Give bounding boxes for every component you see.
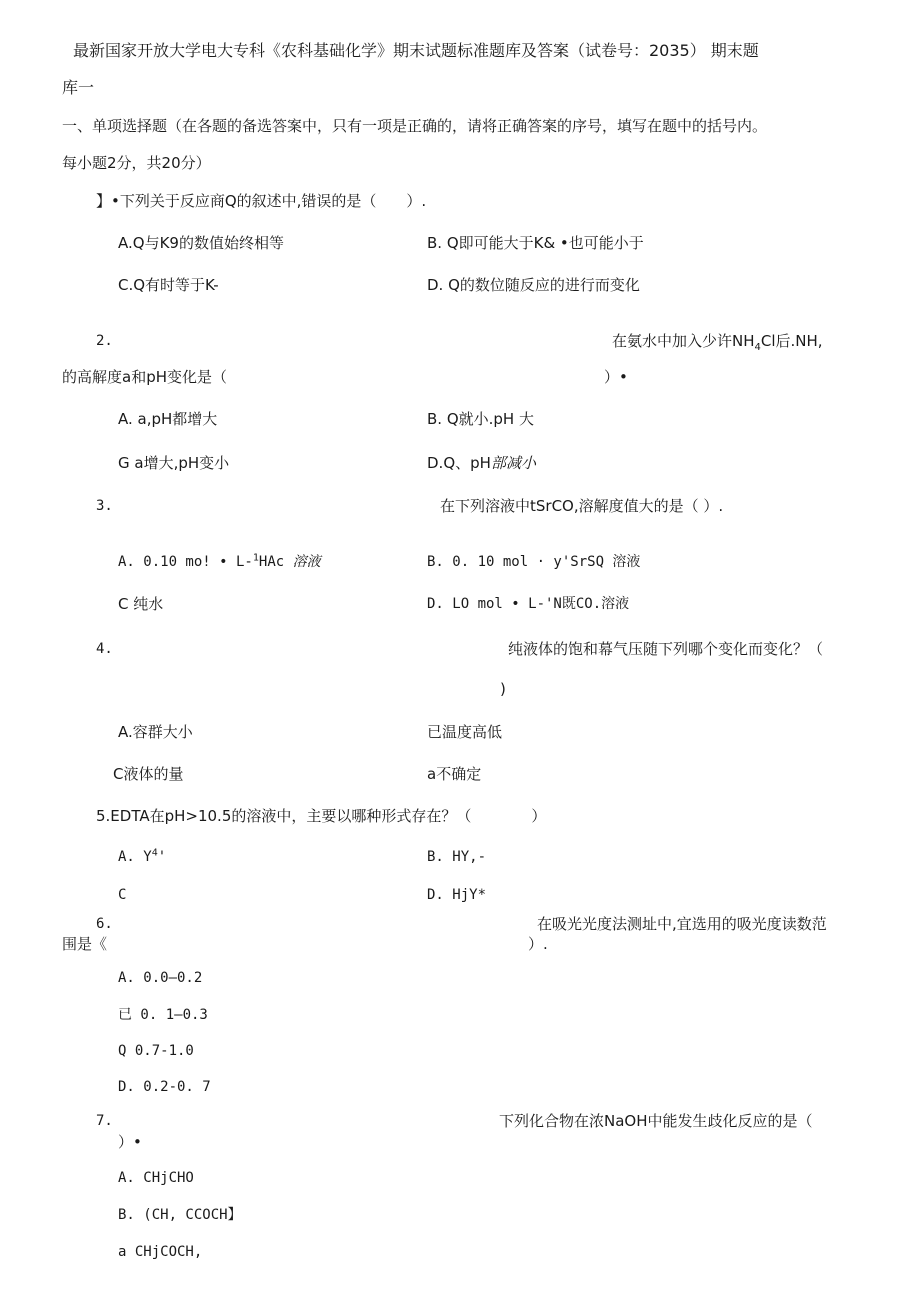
q6-stem: 在吸光光度法测址中,宜选用的吸光度读数范 <box>537 915 827 933</box>
section-heading-line2: 每小题2分，共20分） <box>62 154 211 172</box>
q3-option-a-italic: 溶液 <box>292 554 321 570</box>
q3-option-a-pre: A. 0.10 mo! • L- <box>118 554 253 570</box>
q6-option-d: D. 0.2-0. 7 <box>118 1079 211 1095</box>
q1-option-b: B. Q即可能大于K& •也可能小于 <box>427 234 644 252</box>
q4-option-a: A.容群大小 <box>118 723 193 741</box>
q2-number: 2. <box>96 333 113 349</box>
doc-title-line1: 最新国家开放大学电大专科《农科基础化学》期末试题标准题库及答案（试卷号：2035） 期末题 <box>73 41 759 60</box>
q2-stem-line2: 的高解度a和pH变化是（ <box>62 368 227 386</box>
q7-stem-line2: ）• <box>118 1133 142 1151</box>
q2-option-d <box>427 453 536 473</box>
q2-option-c: G a增大,pH变小 <box>118 454 230 472</box>
q1-option-a: A.Q与K9的数值始终相等 <box>118 234 284 252</box>
q7-option-c: a CHjCOCH, <box>118 1244 203 1260</box>
q3-option-a-sup: 1 <box>252 552 259 564</box>
q2-stem-sub: 4 <box>754 342 761 353</box>
q5-option-a <box>118 847 166 867</box>
q2-option-a: A. a,pH都增大 <box>118 410 218 428</box>
q5-stem: 5.EDTA在pH>10.5的溶液中，主要以哪种形式存在？（ ） <box>96 807 547 825</box>
q3-number: 3. <box>96 498 113 514</box>
q6-option-a: A. 0.0—0.2 <box>118 970 203 986</box>
q6-option-b: 已 0. 1—0.3 <box>118 1007 208 1023</box>
q7-option-b: B. (CH, CCOCH】 <box>118 1207 242 1223</box>
q7-stem: 下列化合物在浓NaOH中能发生歧化反应的是（ <box>499 1112 813 1130</box>
q5-option-c: C <box>118 887 127 903</box>
q6-number: 6. <box>96 916 113 932</box>
q3-option-a <box>118 552 321 572</box>
q5-option-d: D. HjY* <box>427 887 487 903</box>
q2-stem-line2-end: ）• <box>604 368 628 386</box>
q5-option-a-pre: A. Y <box>118 849 152 865</box>
q2-stem-pre: 在氨水中加入少许NH <box>612 332 755 350</box>
q4-option-d: a不确定 <box>427 765 482 783</box>
q4-option-c: C液体的量 <box>113 765 184 783</box>
q1-option-c: C.Q有时等于K- <box>118 276 219 294</box>
q3-stem: 在下列溶液中tSrCO,溶解度值大的是（ ）. <box>440 497 724 515</box>
q6-option-c: Q 0.7-1.0 <box>118 1043 194 1059</box>
q4-option-b: 已温度高低 <box>427 723 503 741</box>
q2-stem-post: Cl后.NH, <box>760 332 823 350</box>
q5-option-a-sup: 4 <box>151 847 158 859</box>
q3-option-c: C 纯水 <box>118 595 164 613</box>
q2-option-d-italic: 部减小 <box>490 454 536 472</box>
q4-number: 4. <box>96 641 113 657</box>
q3-option-a-mid: HAc <box>258 554 293 570</box>
q2-option-d-pre: D.Q、pH <box>427 454 491 472</box>
q7-number: 7. <box>96 1113 113 1129</box>
q5-option-b: B. HY,- <box>427 849 487 865</box>
q4-stem-line2: ) <box>500 680 506 698</box>
section-heading-line1: 一、单项选择题（在各题的备选答案中，只有一项是正确的，请将正确答案的序号，填写在题中的括号内。 <box>62 117 768 135</box>
q5-option-a-post: ' <box>157 849 167 865</box>
q1-stem: 】•下列关于反应商Q的叙述中,错误的是（ ）. <box>96 192 427 210</box>
q6-stem-line2-end: ）. <box>528 935 548 953</box>
q3-option-b: B. 0. 10 mol · y'SrSQ 溶液 <box>427 554 641 570</box>
q6-stem-line2: 围是《 <box>62 935 108 953</box>
q1-option-d: D. Q的数位随反应的进行而变化 <box>427 276 640 294</box>
q7-option-a: A. CHjCHO <box>118 1170 194 1186</box>
q4-stem: 纯液体的饱和幕气压随下列哪个变化而变化？（ <box>508 640 824 658</box>
q2-option-b: B. Q就小.pH 大 <box>427 410 534 428</box>
q2-stem <box>612 331 823 351</box>
doc-title-line2: 库一 <box>62 78 95 97</box>
q3-option-d: D. LO mol • L-'N既CO.溶液 <box>427 596 630 612</box>
